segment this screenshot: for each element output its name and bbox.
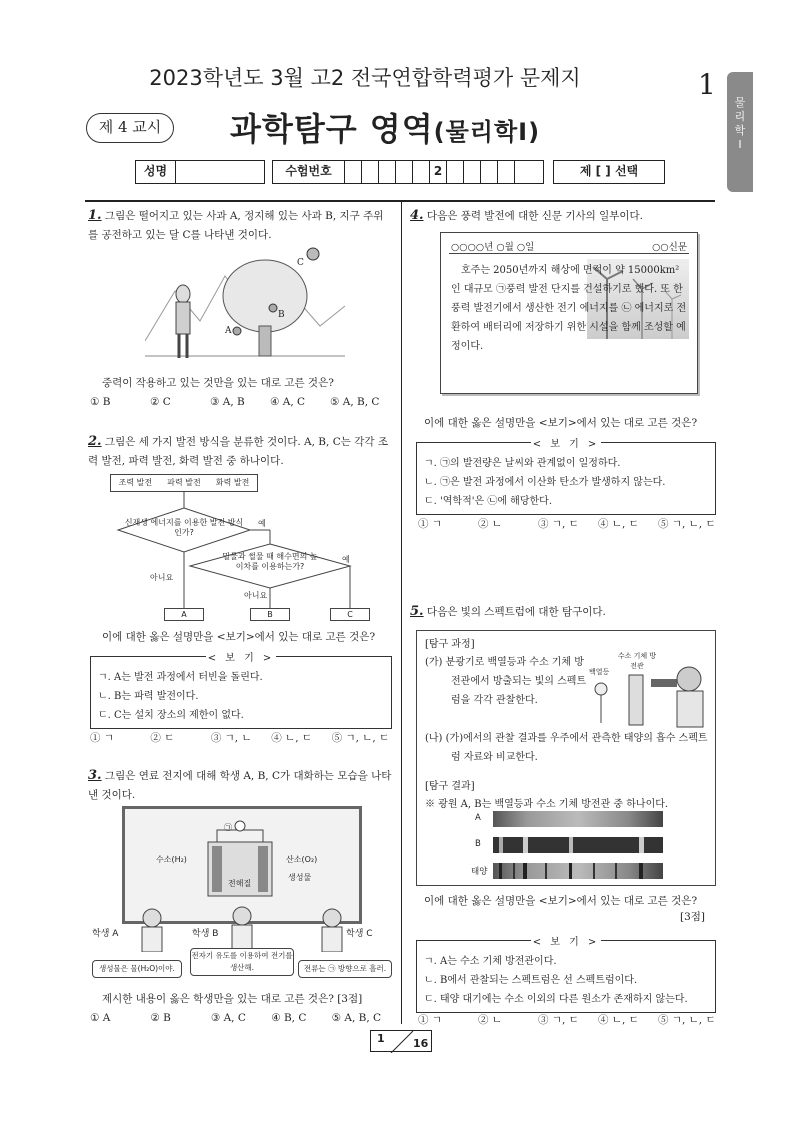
apple-tree-moon-illustration [145, 246, 345, 366]
news-date: ○○○○년 ○월 ○일 [451, 242, 535, 253]
question-5-bogi [416, 937, 716, 1013]
exam-number-cell-fixed: 2 [430, 161, 447, 183]
question-3-choices [90, 1012, 392, 1024]
bogi-item: ㄷ. 태양 대기에는 수소 이외의 다른 원소가 존재하지 않는다. [424, 994, 688, 1005]
q5-inquiry-box [416, 630, 716, 886]
label-a: A [225, 326, 232, 336]
result-title: [탐구 결과] [425, 781, 475, 792]
flow-item: 화력 발전 [215, 478, 250, 487]
question-number: 5. [410, 604, 424, 619]
side-tab-char: Ⅰ [738, 138, 742, 151]
choice-3[interactable]: ③ A, B [210, 396, 245, 408]
output-a: A [164, 608, 204, 621]
output-c: C [330, 608, 370, 621]
exam-number-cell[interactable] [498, 161, 515, 183]
side-tab-char: 물 [734, 96, 746, 109]
bogi-item: ㄴ. B에서 관찰되는 스펙트럼은 선 스펙트럼이다. [424, 975, 638, 986]
spectrum-a-label: A [475, 813, 481, 823]
question-2-bogi [90, 653, 392, 729]
bogi-title: < 보 기 > [206, 649, 276, 668]
choice-1[interactable]: ① B [90, 396, 111, 408]
page-number: 1 [698, 68, 716, 101]
diamond-2-text: 밀물과 썰물 때 해수면의 높이차를 이용하는가? [222, 552, 318, 571]
student-b-label: 학생 B [192, 929, 219, 939]
subject-title [230, 104, 540, 150]
question-4-choices [418, 516, 718, 531]
choice-2[interactable]: ② ㄴ [478, 518, 502, 530]
question-stem: 그림은 떨어지고 있는 사과 A, 정지해 있는 사과 B, 지구 주위를 공전하고 있는 달 C를 나타낸 것이다. [88, 210, 384, 241]
exam-number-cell[interactable] [481, 161, 498, 183]
subject-side-tab [727, 72, 753, 192]
no-label: 아니요 [150, 573, 174, 582]
bogi-item: ㄴ. B는 파력 발전이다. [98, 691, 199, 702]
exam-number-cell[interactable] [447, 161, 464, 183]
result-note: ※ 광원 A, B는 백열등과 수소 기체 방전관 중 하나이다. [425, 799, 669, 810]
o2-label: 산소(O₂) [286, 855, 318, 864]
choice-1[interactable]: ① ㄱ [418, 1014, 442, 1026]
q2-flowchart [110, 474, 390, 622]
exam-number-cell[interactable] [464, 161, 481, 183]
choice-4[interactable]: ④ ㄴ, ㄷ [598, 518, 639, 530]
choice-4[interactable]: ④ B, C [271, 1012, 307, 1024]
question-5-prompt: 이에 대한 옳은 설명만을 <보기>에서 있는 대로 고른 것은? [424, 895, 698, 907]
total-pages: 16 [413, 1037, 429, 1050]
student-a-label: 학생 A [92, 929, 119, 939]
subject-sub: (물리학Ⅰ) [433, 118, 541, 146]
question-stem: 그림은 세 가지 발전 방식을 분류한 것이다. A, B, C는 각각 조력 발전, 파력 발전, 화력 발전 중 하나이다. [88, 436, 388, 467]
choice-5[interactable]: ⑤ ㄱ, ㄴ, ㄷ [658, 1014, 716, 1026]
news-body: 호주는 2050년까지 해상에 면적이 약 15000km² 인 대규모 ㉠풍력 발전 단지를 건설하기로 했다. 또 한 풍력 발전기에서 생산한 전기 에너지를 ㉡ 에너지로 전환하여 배터리에 저장하기 위한 시설을 함께 조성할 예정이다. [451, 265, 687, 352]
exam-number-cell[interactable] [379, 161, 396, 183]
name-field[interactable] [176, 161, 264, 183]
lamp-label: 백열등 [589, 668, 610, 676]
exam-number-cell[interactable] [345, 161, 362, 183]
choice-3[interactable]: ③ ㄱ, ㄴ [210, 732, 252, 744]
h2-label: 수소(H₂) [156, 855, 187, 864]
page-indicator [370, 1030, 432, 1052]
question-number: 4. [410, 208, 424, 223]
question-2-text [88, 432, 392, 471]
selection-label: 제 [ ] 선택 [579, 164, 639, 178]
choice-4[interactable]: ④ A, C [270, 396, 306, 408]
question-5-points: [3점] [680, 911, 706, 923]
choice-5[interactable]: ⑤ ㄱ, ㄴ, ㄷ [331, 732, 390, 744]
question-stem: 다음은 빛의 스펙트럼에 대한 탐구이다. [426, 606, 606, 618]
bogi-item: ㄱ. A는 발전 과정에서 터빈을 돌린다. [98, 672, 263, 683]
choice-3[interactable]: ③ ㄱ, ㄷ [538, 518, 579, 530]
choice-2[interactable]: ② C [150, 396, 171, 408]
choice-4[interactable]: ④ ㄴ, ㄷ [271, 732, 313, 744]
question-1-choices [90, 396, 390, 408]
question-number: 3. [88, 768, 102, 783]
exam-number-label: 수험번호 [273, 161, 345, 183]
electrolyte-label: 전해질 [228, 879, 252, 888]
bogi-title: < 보 기 > [531, 435, 601, 454]
speech-c: 전류는 ㉠ 방향으로 흘러. [298, 960, 392, 978]
exam-number-cell[interactable] [515, 161, 543, 183]
flow-item: 파력 발전 [167, 478, 201, 487]
bogi-item: ㄷ. '역학적'은 ㉡에 해당한다. [424, 496, 552, 507]
output-b: B [250, 608, 290, 621]
side-tab-char: 리 [734, 110, 746, 123]
bogi-title: < 보 기 > [531, 933, 601, 952]
side-tab-char: 학 [734, 124, 746, 137]
bogi-item: ㄴ. ㉠은 발전 과정에서 이산화 탄소가 발생하지 않는다. [424, 477, 666, 488]
exam-number-cell[interactable] [362, 161, 379, 183]
no-label: 아니요 [244, 591, 268, 600]
choice-1[interactable]: ① ㄱ [418, 518, 442, 530]
news-rule [449, 253, 689, 254]
circle-mark: ㉠ [224, 823, 232, 832]
question-1-prompt: 중력이 작용하고 있는 것만을 있는 대로 고른 것은? [102, 377, 334, 389]
spectrum-b-label: B [475, 839, 481, 849]
current-page: 1 [377, 1032, 385, 1045]
bogi-item: ㄱ. ㉠의 발전량은 날씨와 관계없이 일정하다. [424, 458, 621, 469]
observer-illustration [589, 649, 713, 729]
yes-label: 예 [342, 555, 350, 564]
diamond-1-text: 신재생 에너지를 이용한 발전 방식인가? [124, 518, 244, 537]
choice-4[interactable]: ④ ㄴ, ㄷ [598, 1014, 639, 1026]
spectrum-a [493, 811, 663, 827]
label-c: C [297, 258, 304, 268]
question-3-text [88, 766, 392, 805]
choice-5[interactable]: ⑤ A, B, C [331, 1012, 382, 1024]
choice-3[interactable]: ③ A, C [210, 1012, 246, 1024]
label-b: B [278, 310, 285, 320]
question-number: 1. [88, 208, 102, 223]
question-3-prompt: 제시한 내용이 옳은 학생만을 있는 대로 고른 것은? [3점] [102, 993, 363, 1005]
question-1-text [88, 206, 392, 245]
subject-main: 과학탐구 영역 [230, 110, 434, 148]
period-badge: 제 4 교시 [86, 113, 174, 143]
question-2-prompt: 이에 대한 옳은 설명만을 <보기>에서 있는 대로 고른 것은? [102, 631, 376, 643]
choice-2[interactable]: ② B [150, 1012, 171, 1024]
exam-number-box [272, 160, 544, 184]
bogi-item: ㄷ. C는 설치 장소의 제한이 없다. [98, 710, 244, 721]
name-label: 성명 [136, 161, 176, 183]
speech-b: 전자기 유도를 이용하여 전기를 생산해. [190, 948, 294, 976]
question-number: 2. [88, 434, 102, 449]
exam-number-cell[interactable] [396, 161, 413, 183]
process-ga: (가) 분광기로 백열등과 수소 기체 방전관에서 방출되는 빛의 스펙트럼을 각각 관찰한다. [425, 657, 587, 706]
spectrum-sun-label: 태양 [471, 867, 488, 877]
choice-1[interactable]: ① A [90, 1012, 111, 1024]
choice-2[interactable]: ② ㄷ [150, 732, 175, 744]
header-divider [85, 200, 715, 202]
tube-label: 수소 기체 방전관 [617, 652, 657, 670]
q3-figure [92, 806, 392, 986]
choice-3[interactable]: ③ ㄱ, ㄷ [538, 1014, 579, 1026]
exam-number-cell[interactable] [413, 161, 430, 183]
exam-title: 2023학년도 3월 고2 전국연합학력평가 문제지 [149, 66, 581, 90]
news-clipping [440, 232, 698, 394]
news-paper: ○○신문 [652, 242, 687, 253]
selection-box [553, 160, 665, 184]
choice-5[interactable]: ⑤ A, B, C [330, 396, 380, 408]
question-4-prompt: 이에 대한 옳은 설명만을 <보기>에서 있는 대로 고른 것은? [424, 417, 698, 429]
name-box [135, 160, 265, 184]
process-na: (나) (가)에서의 관찰 결과를 우주에서 관측한 태양의 흡수 스펙트럼 자료와 비교한다. [425, 733, 708, 763]
product-label: 생성물 [288, 873, 312, 882]
question-4-text [410, 206, 716, 226]
process-title: [탐구 과정] [425, 639, 475, 650]
flow-item: 조력 발전 [118, 478, 153, 487]
choice-1[interactable]: ① ㄱ [90, 732, 114, 744]
question-5-choices [418, 1012, 718, 1027]
spectroscope-figure [589, 649, 713, 729]
question-5-text [410, 602, 716, 622]
speech-a: 생성물은 물(H₂O)이야. [92, 960, 182, 978]
column-divider [401, 202, 402, 1024]
yes-label: 예 [258, 519, 266, 528]
q1-figure [145, 246, 345, 366]
bogi-item: ㄱ. A는 수소 기체 방전관이다. [424, 956, 557, 967]
emission-lines [493, 837, 663, 853]
student-c-label: 학생 C [346, 929, 373, 939]
choice-2[interactable]: ② ㄴ [478, 1014, 502, 1026]
spectrum-sun [493, 863, 663, 879]
spectrum-b [493, 837, 663, 853]
question-4-bogi [416, 439, 716, 515]
choice-5[interactable]: ⑤ ㄱ, ㄴ, ㄷ [658, 518, 716, 530]
question-stem: 그림은 연료 전지에 대해 학생 A, B, C가 대화하는 모습을 나타낸 것이다. [88, 770, 392, 801]
question-2-choices [90, 730, 392, 745]
absorption-lines [493, 863, 663, 879]
question-stem: 다음은 풍력 발전에 대한 신문 기사의 일부이다. [426, 210, 644, 222]
students-illustration [132, 902, 372, 952]
